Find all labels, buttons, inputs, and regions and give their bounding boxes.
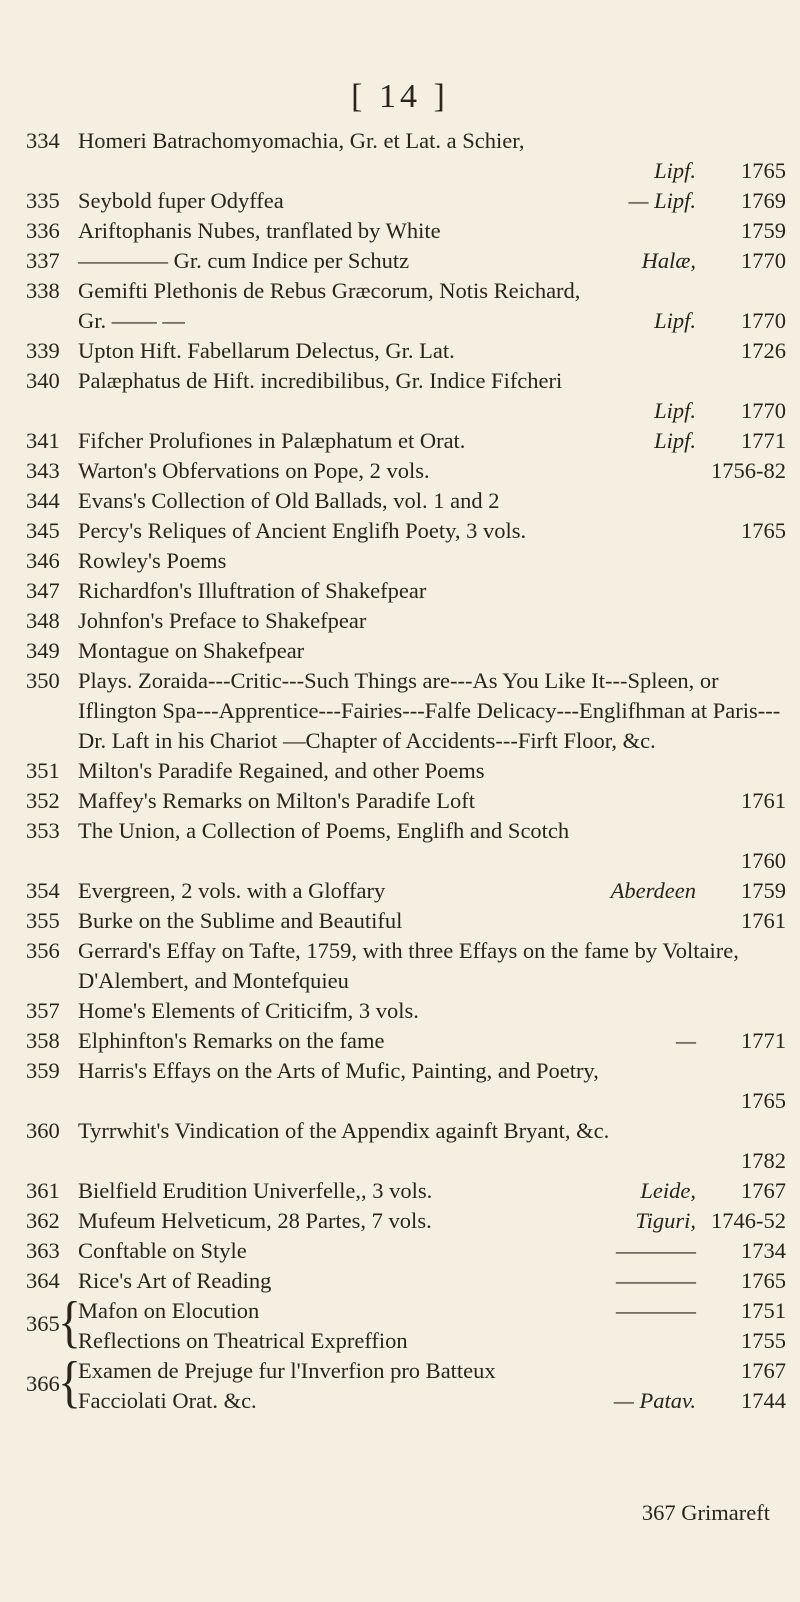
- entry-date: 1744: [741, 1388, 786, 1413]
- catalog-entry: [26, 1266, 786, 1296]
- entry-title: Reflections on Theatrical Expreffion: [78, 1328, 408, 1353]
- entry-line: [78, 156, 786, 186]
- entry-date: [696, 546, 786, 576]
- catalog-entry: [26, 276, 786, 336]
- brace-glyph: {: [58, 1290, 82, 1355]
- entry-place: [686, 906, 696, 936]
- entry-title: Conftable on Style: [78, 1238, 247, 1263]
- entry-date: 1761: [741, 908, 786, 933]
- entry-line: [78, 366, 786, 396]
- entry-place: — Lipf.: [628, 188, 696, 213]
- entry-title: Maffey's Remarks on Milton's Paradife Loft: [78, 788, 475, 813]
- page-number: [ 14 ]: [351, 78, 449, 115]
- entry-date: [696, 636, 786, 666]
- entry-date: 1746-52: [711, 1208, 786, 1233]
- brace-glyph: {: [58, 1350, 82, 1415]
- entry-number: 361: [26, 1178, 60, 1203]
- entry-number: 335: [26, 188, 60, 213]
- entry-number: 353: [26, 818, 60, 843]
- entry-date: 1770: [741, 248, 786, 273]
- entry-place: [686, 816, 696, 846]
- catalog-entry: [26, 186, 786, 216]
- entry-title: [78, 1086, 686, 1116]
- entry-line: [78, 1026, 786, 1056]
- catalog-entry: [26, 1026, 786, 1056]
- entry-date: 1751: [741, 1298, 786, 1323]
- entry-line: [78, 1176, 786, 1206]
- entry-date: [696, 816, 786, 846]
- entry-date: 1771: [741, 1028, 786, 1053]
- entry-title: Richardfon's Illuftration of Shakefpear: [78, 578, 427, 603]
- entry-date: 1765: [741, 158, 786, 183]
- entry-place: [686, 516, 696, 546]
- entry-title: Johnfon's Preface to Shakefpear: [78, 608, 367, 633]
- catalog-entry: [26, 216, 786, 246]
- entry-place: [686, 1116, 696, 1146]
- entry-title: [78, 1146, 686, 1176]
- entry-date: [696, 756, 786, 786]
- entry-line: [78, 1206, 786, 1236]
- entry-place: [686, 606, 696, 636]
- entry-place: [686, 1086, 696, 1116]
- entry-number: 360: [26, 1118, 60, 1143]
- entry-number: 339: [26, 338, 60, 363]
- entry-number: 347: [26, 578, 60, 603]
- entry-line: [78, 846, 786, 876]
- catalog-entry: [26, 1236, 786, 1266]
- entry-title: Burke on the Sublime and Beautiful: [78, 908, 403, 933]
- entry-line: [78, 906, 786, 936]
- catalog-entry: [26, 816, 786, 876]
- entry-place: Lipf.: [654, 158, 696, 183]
- entry-line: [78, 426, 786, 456]
- entry-line: [78, 1326, 786, 1356]
- catalog-entry: [26, 756, 786, 786]
- entry-number: 346: [26, 548, 60, 573]
- entry-title: Examen de Prejuge fur l'Inverfion pro Batteux: [78, 1358, 496, 1383]
- entry-date: 1761: [741, 788, 786, 813]
- entry-place: ————: [615, 1298, 696, 1323]
- entry-line: [78, 1296, 786, 1326]
- entry-title: Gemifti Plethonis de Rebus Græcorum, Notis Reichard,: [78, 278, 581, 303]
- entry-line: [78, 576, 786, 606]
- entry-date: 1726: [741, 338, 786, 363]
- entry-text: Plays. Zoraida---Critic---Such Things are---As You Like It---Spleen, or Iflington Spa---Apprentice---Fairies---Falfe Delicacy---Englifhman at Paris---Dr. Laft in his Chariot —Chapter of Accidents---Firft Floor, &c.: [78, 668, 781, 753]
- entry-place: [686, 276, 696, 306]
- entry-title: Mafon on Elocution: [78, 1298, 260, 1323]
- entry-place: [686, 996, 696, 1026]
- catalog-entry: [26, 126, 786, 186]
- entry-date: 1756-82: [711, 458, 786, 483]
- entry-title: Tyrrwhit's Vindication of the Appendix againft Bryant, &c.: [78, 1118, 610, 1143]
- entry-number: 350: [26, 668, 60, 693]
- entry-place: [686, 1356, 696, 1386]
- entry-number: 340: [26, 368, 60, 393]
- entry-title: ———— Gr. cum Indice per Schutz: [78, 248, 410, 273]
- entry-date: 1767: [741, 1358, 786, 1383]
- catalog-entry: [26, 1206, 786, 1236]
- entry-number: 363: [26, 1238, 60, 1263]
- entry-number: 354: [26, 878, 60, 903]
- entry-line: [78, 546, 786, 576]
- entry-line: [78, 276, 786, 306]
- entry-line: [78, 1266, 786, 1296]
- entry-place: Lipf.: [654, 428, 696, 453]
- entry-place: [686, 216, 696, 246]
- entry-date: [696, 1116, 786, 1146]
- catalog-entry-group: [26, 1290, 786, 1356]
- entry-title: Harris's Effays on the Arts of Mufic, Painting, and Poetry,: [78, 1058, 599, 1083]
- entry-place: [686, 786, 696, 816]
- entry-title: Mufeum Helveticum, 28 Partes, 7 vols.: [78, 1208, 432, 1233]
- entry-title: Percy's Reliques of Ancient Englifh Poety, 3 vols.: [78, 518, 527, 543]
- entry-place: Lipf.: [654, 308, 696, 333]
- catalog-entry: [26, 786, 786, 816]
- entry-place: [686, 576, 696, 606]
- entry-date: 1782: [741, 1148, 786, 1173]
- entry-line: [78, 456, 786, 486]
- catalog-entry: [26, 666, 786, 756]
- entry-line: [78, 786, 786, 816]
- entry-number: 337: [26, 248, 60, 273]
- entry-title: Milton's Paradife Regained, and other Poems: [78, 758, 485, 783]
- entry-date: 1759: [741, 218, 786, 243]
- entry-place: [686, 636, 696, 666]
- entry-text: Gerrard's Effay on Tafte, 1759, with three Effays on the fame by Voltaire, D'Alembert, and Montefquieu: [78, 938, 739, 993]
- entry-title: Fifcher Prolufiones in Palæphatum et Orat.: [78, 428, 466, 453]
- entry-line: [78, 1086, 786, 1116]
- entry-number: 336: [26, 218, 60, 243]
- entry-number: 348: [26, 608, 60, 633]
- entry-date: 1771: [741, 428, 786, 453]
- entry-title: Elphinfton's Remarks on the fame: [78, 1028, 385, 1053]
- catalog-entry: [26, 246, 786, 276]
- entry-date: 1765: [741, 1268, 786, 1293]
- catalog-entry: [26, 486, 786, 516]
- entry-title: Evergreen, 2 vols. with a Gloffary: [78, 878, 386, 903]
- catalog-entry: [26, 1176, 786, 1206]
- entry-number: 343: [26, 458, 60, 483]
- entry-line: [78, 816, 786, 846]
- entry-title: Rice's Art of Reading: [78, 1268, 272, 1293]
- entry-line: [78, 606, 786, 636]
- entry-place: — Patav.: [613, 1388, 696, 1413]
- catalog-entry: [26, 336, 786, 366]
- entry-place: [686, 846, 696, 876]
- entry-date: 1760: [741, 848, 786, 873]
- entry-title: Facciolati Orat. &c.: [78, 1388, 257, 1413]
- entry-line: [78, 246, 786, 276]
- entry-place: Tiguri,: [635, 1208, 696, 1233]
- entry-place: [686, 366, 696, 396]
- entry-number: 344: [26, 488, 60, 513]
- entry-place: [686, 546, 696, 576]
- entry-line: [78, 186, 786, 216]
- entry-number: 359: [26, 1058, 60, 1083]
- catalog-entry: [26, 876, 786, 906]
- entry-title: [78, 396, 644, 426]
- catalog-entry: [26, 546, 786, 576]
- entry-title: The Union, a Collection of Poems, Englifh and Scotch: [78, 818, 570, 843]
- entry-date: [696, 996, 786, 1026]
- entry-date: [696, 126, 786, 156]
- entry-title: Gr. —— —: [78, 308, 185, 333]
- catchword: 367 Grimareft: [641, 1500, 770, 1525]
- entry-date: [696, 276, 786, 306]
- entry-date: 1770: [741, 398, 786, 423]
- entry-title: Upton Hift. Fabellarum Delectus, Gr. Lat.: [78, 338, 455, 363]
- entry-place: [686, 126, 696, 156]
- entry-number: 365: [26, 1311, 60, 1336]
- entry-line: [78, 1146, 786, 1176]
- catalog-entry: [26, 636, 786, 666]
- entry-date: 1755: [741, 1328, 786, 1353]
- entry-line: [78, 876, 786, 906]
- entry-title: Ariftophanis Nubes, tranflated by White: [78, 218, 441, 243]
- entry-line: [78, 1056, 786, 1086]
- entry-date: 1770: [741, 308, 786, 333]
- entry-number: 334: [26, 128, 60, 153]
- entry-place: [686, 336, 696, 366]
- catalog-list: [26, 126, 786, 1416]
- entry-title: Evans's Collection of Old Ballads, vol. 1 and 2: [78, 488, 500, 513]
- entry-place: ————: [615, 1238, 696, 1263]
- entry-date: [696, 576, 786, 606]
- catalog-entry: [26, 996, 786, 1026]
- entry-place: Halæ,: [641, 248, 696, 273]
- entry-place: [686, 1146, 696, 1176]
- catalog-entry: [26, 1116, 786, 1176]
- entry-place: Lipf.: [654, 398, 696, 423]
- entry-title: Palæphatus de Hift. incredibilibus, Gr. Indice Fifcheri: [78, 368, 563, 393]
- entry-line: [78, 516, 786, 546]
- catalog-entry: [26, 936, 786, 996]
- entry-title: Rowley's Poems: [78, 548, 227, 573]
- entry-date: [696, 1056, 786, 1086]
- entry-line: [78, 1356, 786, 1386]
- entry-date: [696, 606, 786, 636]
- entry-title: [78, 156, 644, 186]
- entry-place: Aberdeen: [610, 878, 696, 903]
- entry-line: [78, 486, 786, 516]
- entry-date: 1759: [741, 878, 786, 903]
- entry-number: 351: [26, 758, 60, 783]
- entry-number: 357: [26, 998, 60, 1023]
- entry-place: [686, 456, 696, 486]
- entry-line: [78, 396, 786, 426]
- entry-line: [78, 126, 786, 156]
- catalog-entry: [26, 1056, 786, 1116]
- catalog-entry: [26, 516, 786, 546]
- entry-number: 349: [26, 638, 60, 663]
- entry-place: [686, 1056, 696, 1086]
- catalog-entry-group: [26, 1350, 786, 1416]
- entry-title: Homeri Batrachomyomachia, Gr. et Lat. a Schier,: [78, 128, 525, 153]
- entry-number: 366: [26, 1371, 60, 1396]
- entry-line: [78, 756, 786, 786]
- entry-number: 341: [26, 428, 60, 453]
- entry-line: [78, 636, 786, 666]
- entry-date: 1767: [741, 1178, 786, 1203]
- entry-line: [78, 1386, 786, 1416]
- entry-line: [78, 306, 786, 336]
- entry-place: —: [675, 1028, 696, 1053]
- entry-title: Warton's Obfervations on Pope, 2 vols.: [78, 458, 430, 483]
- entry-place: ————: [615, 1268, 696, 1293]
- catalog-entry: [26, 906, 786, 936]
- entry-number: 356: [26, 938, 60, 963]
- entry-number: 362: [26, 1208, 60, 1233]
- catalog-entry: [26, 426, 786, 456]
- entry-title: Bielfield Erudition Univerfelle,, 3 vols.: [78, 1178, 433, 1203]
- entry-title: Home's Elements of Criticifm, 3 vols.: [78, 998, 419, 1023]
- entry-line: [78, 216, 786, 246]
- entry-date: 1734: [741, 1238, 786, 1263]
- entry-number: 338: [26, 278, 60, 303]
- entry-number: 355: [26, 908, 60, 933]
- entry-title: Montague on Shakefpear: [78, 638, 305, 663]
- entry-date: 1769: [741, 188, 786, 213]
- entry-place: [686, 756, 696, 786]
- entry-number: 358: [26, 1028, 60, 1053]
- catalog-entry: [26, 456, 786, 486]
- entry-number: 364: [26, 1268, 60, 1293]
- entry-date: [696, 486, 786, 516]
- entry-title: [78, 846, 686, 876]
- entry-place: Leide,: [640, 1178, 696, 1203]
- entry-date: 1765: [741, 518, 786, 543]
- entry-place: [686, 1326, 696, 1356]
- entry-line: [78, 1236, 786, 1266]
- entry-line: [78, 996, 786, 1026]
- entry-place: [686, 486, 696, 516]
- catalog-entry: [26, 576, 786, 606]
- entry-date: 1765: [741, 1088, 786, 1113]
- entry-number: 345: [26, 518, 60, 543]
- entry-line: [78, 1116, 786, 1146]
- entry-title: Seybold fuper Odyffea: [78, 188, 284, 213]
- entry-line: [78, 336, 786, 366]
- catalog-entry: [26, 606, 786, 636]
- entry-number: 352: [26, 788, 60, 813]
- catalog-entry: [26, 366, 786, 426]
- entry-date: [696, 366, 786, 396]
